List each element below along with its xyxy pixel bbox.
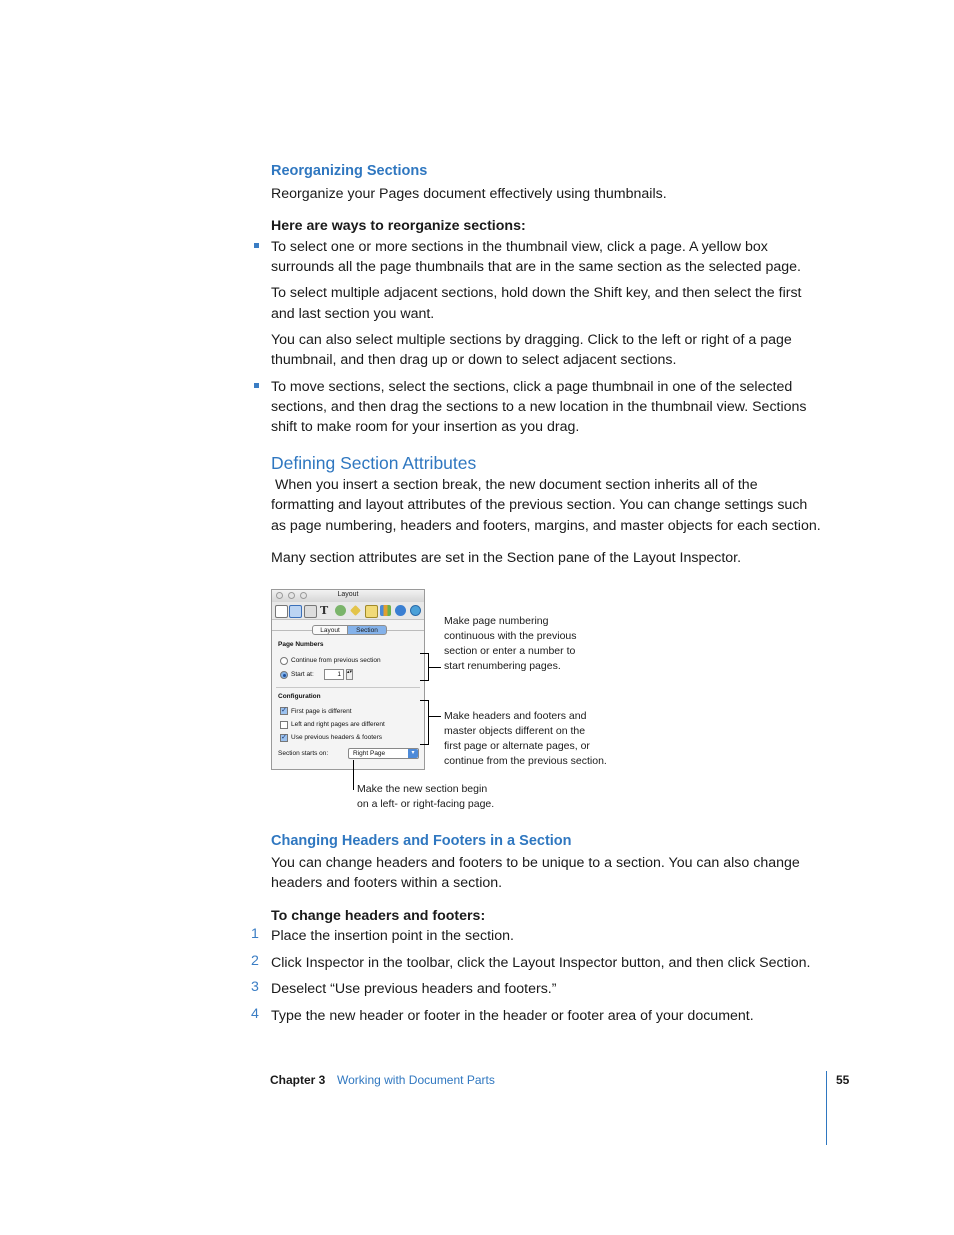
section-starts-label: Section starts on: [278, 750, 329, 757]
para2-line2: and last section you want. [271, 306, 435, 322]
callout1-line1: Make page numbering [444, 615, 549, 627]
step-number: 4 [251, 1006, 259, 1022]
callout-bracket [420, 653, 429, 654]
callout-bracket [420, 700, 429, 701]
bullet2-line1: To move sections, select the sections, click a page thumbnail in one of the selected [271, 379, 793, 395]
step-number: 1 [251, 926, 259, 942]
callout-leader [428, 716, 441, 717]
page-number: 55 [836, 1073, 850, 1087]
para3-line1: You can also select multiple sections by dragging. Click to the left or right of a page [271, 332, 792, 348]
bullet1-line1: To select one or more sections in the thumbnail view, click a page. A yellow box [271, 239, 768, 255]
bullet-marker [254, 243, 259, 248]
use-previous-checkbox[interactable]: ✓ [281, 734, 287, 741]
tab-divider [272, 630, 312, 631]
callout-bracket [428, 700, 429, 745]
start-at-label: Start at: [291, 671, 314, 678]
callout2-line2: master objects different on the [444, 725, 586, 737]
tab-layout[interactable]: Layout [312, 625, 348, 635]
layout-inspector-icon [289, 605, 302, 618]
defining-p1-line3: as page numbering, headers and footers, margins, and master objects for each section. [271, 518, 821, 534]
start-at-radio[interactable] [280, 671, 288, 679]
bullet2-line2: sections, and then drag the sections to a new location in the thumbnail view. Sections [271, 399, 807, 415]
callout3-line2: on a left- or right-facing page. [357, 798, 495, 810]
changing-p1-line1: You can change headers and footers to be unique to a section. You can also change [271, 855, 800, 871]
first-page-label: First page is different [291, 708, 352, 715]
callout1-line4: start renumbering pages. [444, 660, 561, 672]
metrics-inspector-icon [350, 605, 361, 616]
tab-section[interactable]: Section [347, 625, 387, 635]
changing-heading: Changing Headers and Footers in a Section [271, 833, 572, 849]
para2-line1: To select multiple adjacent sections, hold down the Shift key, and then select the first [271, 285, 802, 301]
callout-leader [428, 667, 441, 668]
callout2-line1: Make headers and footers and [444, 710, 587, 722]
first-page-checkbox[interactable]: ✓ [281, 707, 287, 714]
defining-p1-line2: formatting and layout attributes of the previous section. You can change settings such [271, 497, 808, 513]
bullet1-line2: surrounds all the page thumbnails that are in the same section as the selected page. [271, 259, 801, 275]
defining-heading: Defining Section Attributes [271, 453, 477, 473]
step-number: 2 [251, 953, 259, 969]
footer-title: Working with Document Parts [337, 1073, 495, 1087]
footer-rule [826, 1071, 827, 1145]
step-text: Click Inspector in the toolbar, click the Layout Inspector button, and then click Section. [271, 955, 811, 971]
chevron-down-icon: ▾ [408, 749, 418, 758]
quicktime-inspector-icon [410, 605, 421, 616]
bullet2-line3: shift to make room for your insertion as you drag. [271, 419, 580, 435]
callout2-line4: continue from the previous section. [444, 755, 607, 767]
section-divider [276, 687, 420, 688]
footer-chapter: Chapter 3 [270, 1073, 326, 1087]
document-inspector-icon [275, 605, 288, 618]
para3-line2: thumbnail, and then drag up or down to select adjacent sections. [271, 352, 677, 368]
left-right-label: Left and right pages are different [291, 721, 385, 728]
changing-p1-line2: headers and footers within a section. [271, 875, 503, 891]
step-text: Type the new header or footer in the header or footer area of your document. [271, 1008, 754, 1024]
table-inspector-icon [365, 605, 378, 618]
start-at-field[interactable]: 1 [324, 669, 344, 680]
callout-bracket [420, 744, 429, 745]
left-right-checkbox[interactable] [280, 721, 288, 729]
tab-divider [387, 630, 424, 631]
callout-bracket [420, 680, 429, 681]
defining-p2: Many section attributes are set in the Section pane of the Layout Inspector. [271, 550, 742, 566]
chart-inspector-icon [380, 605, 391, 616]
callout3-line1: Make the new section begin [357, 783, 488, 795]
step-text: Place the insertion point in the section. [271, 928, 514, 944]
configuration-label: Configuration [278, 693, 321, 700]
text-inspector-icon: T [320, 604, 329, 617]
link-inspector-icon [395, 605, 406, 616]
reorganizing-lead: Here are ways to reorganize sections: [271, 218, 526, 234]
callout1-line2: continuous with the previous [444, 630, 577, 642]
defining-p1-line1: When you insert a section break, the new document section inherits all of the [271, 477, 758, 493]
inspector-title: Layout [337, 591, 359, 598]
continue-radio[interactable] [280, 657, 288, 665]
wrap-inspector-icon [304, 605, 317, 618]
continue-label: Continue from previous section [291, 657, 381, 664]
graphic-inspector-icon [335, 605, 346, 616]
inspector-toolbar [272, 602, 424, 620]
step-number: 3 [251, 979, 259, 995]
callout-leader [353, 760, 354, 790]
page-numbers-label: Page Numbers [278, 641, 324, 648]
callout1-line3: section or enter a number to [444, 645, 576, 657]
reorganizing-heading: Reorganizing Sections [271, 163, 428, 179]
reorganizing-intro: Reorganize your Pages document effectively using thumbnails. [271, 186, 667, 202]
section-starts-select[interactable]: Right Page [348, 748, 419, 759]
bullet-marker [254, 383, 259, 388]
step-text: Deselect “Use previous headers and footers.” [271, 981, 557, 997]
layout-inspector-figure [271, 589, 425, 770]
use-previous-label: Use previous headers & footers [291, 734, 383, 741]
callout2-line3: first page or alternate pages, or [444, 740, 590, 752]
start-at-stepper[interactable]: ▴▾ [346, 669, 353, 680]
changing-lead: To change headers and footers: [271, 908, 486, 924]
